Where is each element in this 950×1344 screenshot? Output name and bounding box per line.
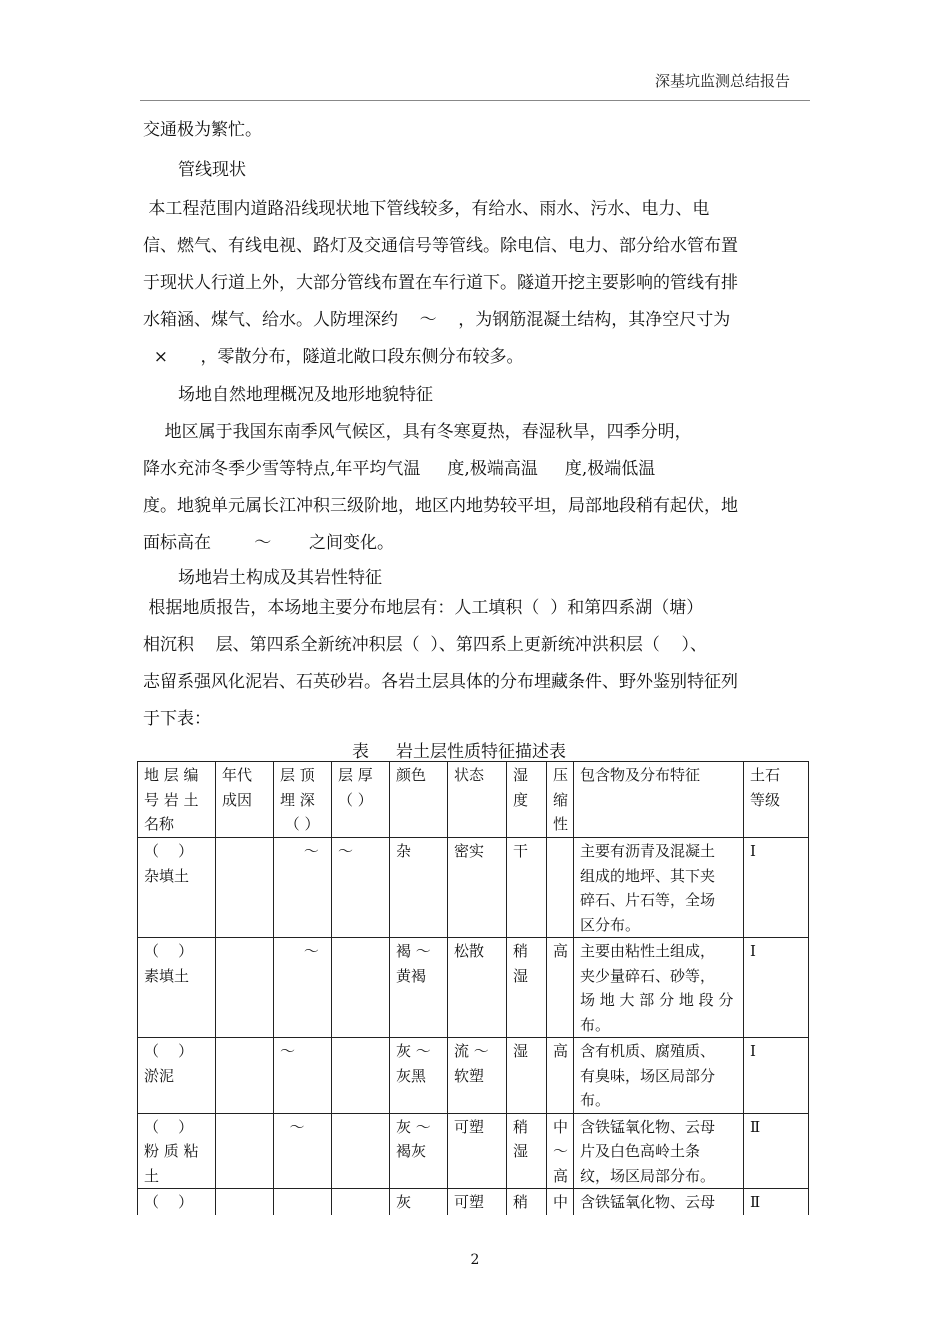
- cell-top-depth: [274, 1113, 332, 1189]
- paragraph-pipelines: [143, 191, 808, 376]
- cell-line: 主要有沥青及混凝土: [580, 842, 716, 860]
- text-line: 于下表：: [143, 709, 211, 729]
- cell-line: 颜色: [396, 766, 427, 784]
- cell-line: 埋 深: [280, 790, 315, 809]
- cell-line: Ⅰ: [750, 842, 756, 860]
- cell-line: 灰: [396, 1193, 412, 1211]
- cell-line: （ ）: [144, 842, 194, 860]
- cell-line: 褐 ～: [396, 942, 431, 960]
- text-line: 相沉积 层、第四系全新统冲积层（ ）、第四系上更新统冲洪积层（ ）、: [143, 635, 708, 655]
- cell-line: ～: [280, 1117, 305, 1136]
- cell-compressibility: [547, 1189, 574, 1215]
- cell-line: 土石: [750, 766, 781, 784]
- text-line: 降水充沛冬季少雪等特点,年平均气温 度,极端高温 度,极端低温: [143, 459, 656, 479]
- cell-line: 状态: [454, 766, 485, 784]
- table-row: [138, 938, 809, 1038]
- cell-line: 压: [553, 766, 569, 784]
- paragraph-geology: [143, 590, 808, 738]
- text-line: 根据地质报告，本场地主要分布地层有：人工填积（ ）和第四系湖（塘）: [143, 598, 704, 618]
- cell-compressibility: [547, 838, 574, 938]
- cell-line: 灰 ～: [396, 1042, 431, 1060]
- cell-state: [448, 762, 507, 838]
- cell-line: ～: [280, 942, 319, 960]
- cell-inclusions: [574, 762, 744, 838]
- cell-line: 夹少量碎石、砂等，: [580, 966, 716, 985]
- cell-line: 有臭味，场区局部分: [580, 1066, 716, 1085]
- cell-compressibility: [547, 1038, 574, 1114]
- cell-line: 湿: [513, 1042, 529, 1060]
- cell-inclusions: [574, 1113, 744, 1189]
- cell-line: 灰黑: [396, 1066, 427, 1085]
- cell-humidity: [507, 1038, 547, 1114]
- paragraph-1: [143, 112, 808, 149]
- cell-line: 可塑: [454, 1117, 485, 1136]
- cell-age-origin: [216, 838, 274, 938]
- cell-line: 成因: [222, 790, 253, 809]
- cell-line: 杂: [396, 842, 412, 860]
- text-line: 面标高在 ～ 之间变化。: [143, 533, 395, 553]
- cell-compressibility: [547, 762, 574, 838]
- cell-thickness: [332, 1113, 390, 1189]
- cell-line: （ ）: [338, 790, 373, 809]
- header-rule: [140, 100, 810, 101]
- cell-line: 稍: [513, 1117, 529, 1136]
- cell-inclusions: [574, 838, 744, 938]
- cell-line: 褐灰: [396, 1142, 427, 1160]
- cell-line: 主要由粘性土组成，: [580, 942, 716, 960]
- cell-line: 黄褐: [396, 966, 427, 985]
- cell-layer-name: [138, 1113, 216, 1189]
- cell-age-origin: [216, 938, 274, 1038]
- cell-line: 稍: [513, 942, 529, 960]
- text-line: 水箱涵、煤气、给水。人防埋深约 ～ ，为钢筋混凝土结构，其净空尺寸为: [143, 310, 731, 330]
- cell-line: Ⅰ: [750, 1042, 756, 1060]
- cell-thickness: [332, 762, 390, 838]
- cell-color: [390, 1113, 448, 1189]
- cell-top-depth: [274, 938, 332, 1038]
- cell-state: [448, 1038, 507, 1114]
- cell-rock-grade: [744, 1038, 809, 1114]
- cell-rock-grade: [744, 838, 809, 938]
- cell-line: （ ）: [144, 1042, 194, 1060]
- cell-top-depth: [274, 762, 332, 838]
- cell-line: 名称: [144, 815, 175, 833]
- cell-line: 高: [553, 1166, 569, 1185]
- table-row: [138, 1113, 809, 1189]
- cell-thickness: [332, 1038, 390, 1114]
- cell-line: 含铁锰氧化物、云母: [580, 1193, 716, 1211]
- cell-humidity: [507, 938, 547, 1038]
- cell-thickness: [332, 938, 390, 1038]
- cell-line: 密实: [454, 842, 485, 860]
- text-line: × ，零散分布，隧道北敞口段东侧分布较多。: [143, 347, 524, 367]
- cell-line: （ ）: [144, 942, 194, 960]
- cell-color: [390, 838, 448, 938]
- paragraph-geography: [143, 414, 808, 562]
- text-line: 度。地貌单元属长江冲积三级阶地，地区内地势较平坦，局部地段稍有起伏，地: [143, 496, 738, 516]
- table-caption: 表 岩土层性质特征描述表: [352, 742, 567, 762]
- cell-inclusions: [574, 1189, 744, 1215]
- cell-line: 淤泥: [144, 1066, 175, 1085]
- cell-line: 中: [553, 1117, 569, 1136]
- cell-layer-name: [138, 1189, 216, 1215]
- cell-rock-grade: [744, 938, 809, 1038]
- cell-line: 灰 ～: [396, 1117, 431, 1136]
- cell-line: 稍: [513, 1193, 529, 1211]
- cell-inclusions: [574, 938, 744, 1038]
- cell-line: 可塑: [454, 1193, 485, 1211]
- running-header: 深基坑监测总结报告: [654, 72, 790, 90]
- cell-line: 素填土: [144, 966, 190, 985]
- cell-layer-name: [138, 1038, 216, 1114]
- cell-age-origin: [216, 1038, 274, 1114]
- cell-layer-name: [138, 838, 216, 938]
- cell-line: 中: [553, 1193, 569, 1211]
- cell-line: 缩: [553, 790, 569, 809]
- cell-line: 杂填土: [144, 866, 190, 885]
- cell-top-depth: [274, 838, 332, 938]
- cell-line: ～: [280, 1042, 296, 1060]
- cell-state: [448, 838, 507, 938]
- cell-line: Ⅰ: [750, 942, 756, 960]
- text-line: 地区属于我国东南季风气候区，具有冬寒夏热，春湿秋旱，四季分明，: [143, 422, 692, 442]
- cell-line: 性: [553, 815, 569, 833]
- cell-line: （ ）: [280, 815, 320, 833]
- page-number: 2: [470, 1252, 480, 1268]
- table-row: [138, 1189, 809, 1215]
- cell-line: 碎石、片石等，全场: [580, 891, 716, 909]
- section-heading-geography: [178, 377, 843, 414]
- cell-line: 层 厚: [338, 766, 373, 784]
- cell-thickness: [332, 1189, 390, 1215]
- cell-humidity: [507, 762, 547, 838]
- cell-line: （ ）: [144, 1193, 194, 1211]
- cell-line: 组成的地坪、其下夹: [580, 866, 716, 885]
- heading-text: 管线现状: [178, 160, 246, 180]
- cell-humidity: [507, 838, 547, 938]
- cell-line: 等级: [750, 790, 781, 809]
- cell-humidity: [507, 1113, 547, 1189]
- cell-line: 湿: [513, 966, 529, 985]
- cell-inclusions: [574, 1038, 744, 1114]
- cell-line: 软塑: [454, 1066, 485, 1085]
- cell-rock-grade: [744, 762, 809, 838]
- cell-line: 布。: [580, 1015, 611, 1034]
- cell-line: 包含物及分布特征: [580, 766, 701, 784]
- cell-age-origin: [216, 1113, 274, 1189]
- cell-line: Ⅱ: [750, 1117, 761, 1136]
- cell-color: [390, 762, 448, 838]
- cell-line: （ ）: [144, 1117, 194, 1136]
- cell-line: 高: [553, 942, 569, 960]
- cell-thickness: [332, 838, 390, 938]
- cell-line: 湿: [513, 1142, 529, 1160]
- cell-color: [390, 938, 448, 1038]
- cell-line: 场 地 大 部 分 地 段 分: [580, 991, 734, 1009]
- table-header-row: [138, 762, 809, 838]
- cell-state: [448, 1189, 507, 1215]
- heading-text: 场地岩土构成及其岩性特征: [178, 568, 382, 588]
- cell-line: ～: [553, 1142, 569, 1160]
- cell-line: 含铁锰氧化物、云母: [580, 1117, 716, 1136]
- cell-age-origin: [216, 1189, 274, 1215]
- cell-rock-grade: [744, 1113, 809, 1189]
- cell-line: 粉 质 粘: [144, 1142, 199, 1160]
- table-row: [138, 1038, 809, 1114]
- cell-line: 层 顶: [280, 766, 315, 784]
- cell-top-depth: [274, 1038, 332, 1114]
- cell-state: [448, 938, 507, 1038]
- cell-line: 片及白色高岭土条: [580, 1142, 701, 1160]
- cell-line: 布。: [580, 1091, 611, 1109]
- text-line: 志留系强风化泥岩、石英砂岩。各岩土层具体的分布埋藏条件、野外鉴别特征列: [143, 672, 738, 692]
- cell-line: 松散: [454, 942, 485, 960]
- cell-line: 区分布。: [580, 915, 641, 934]
- cell-line: 湿: [513, 766, 529, 784]
- cell-line: 地 层 编: [144, 766, 199, 784]
- cell-age-origin: [216, 762, 274, 838]
- cell-layer-name: [138, 762, 216, 838]
- cell-line: 土: [144, 1166, 160, 1185]
- cell-line: Ⅱ: [750, 1193, 761, 1211]
- cell-line: 流 ～: [454, 1042, 489, 1060]
- cell-line: 度: [513, 790, 529, 809]
- text-line: 本工程范围内道路沿线现状地下管线较多，有给水、雨水、污水、电力、电: [143, 199, 710, 219]
- cell-humidity: [507, 1189, 547, 1215]
- cell-line: 含有机质、腐殖质、: [580, 1042, 716, 1060]
- cell-line: 纹，场区局部分布。: [580, 1166, 716, 1185]
- table-row: [138, 838, 809, 938]
- section-heading-pipelines: [178, 152, 843, 189]
- cell-color: [390, 1189, 448, 1215]
- cell-line: 高: [553, 1042, 569, 1060]
- cell-layer-name: [138, 938, 216, 1038]
- soil-layer-table: [137, 761, 809, 1215]
- text-line: 于现状人行道上外，大部分管线布置在车行道下。隧道开挖主要影响的管线有排: [143, 273, 738, 293]
- cell-compressibility: [547, 1113, 574, 1189]
- cell-line: ～: [280, 842, 319, 860]
- cell-compressibility: [547, 938, 574, 1038]
- cell-line: 号 岩 土: [144, 790, 199, 809]
- cell-line: 年代: [222, 766, 253, 784]
- cell-color: [390, 1038, 448, 1114]
- text-line: 信、燃气、有线电视、路灯及交通信号等管线。除电信、电力、部分给水管布置: [143, 236, 738, 256]
- text-line: 交通极为繁忙。: [143, 120, 262, 140]
- cell-top-depth: [274, 1189, 332, 1215]
- cell-rock-grade: [744, 1189, 809, 1215]
- heading-text: 场地自然地理概况及地形地貌特征: [178, 385, 433, 405]
- cell-line: 干: [513, 842, 529, 860]
- cell-state: [448, 1113, 507, 1189]
- cell-line: ～: [338, 842, 354, 860]
